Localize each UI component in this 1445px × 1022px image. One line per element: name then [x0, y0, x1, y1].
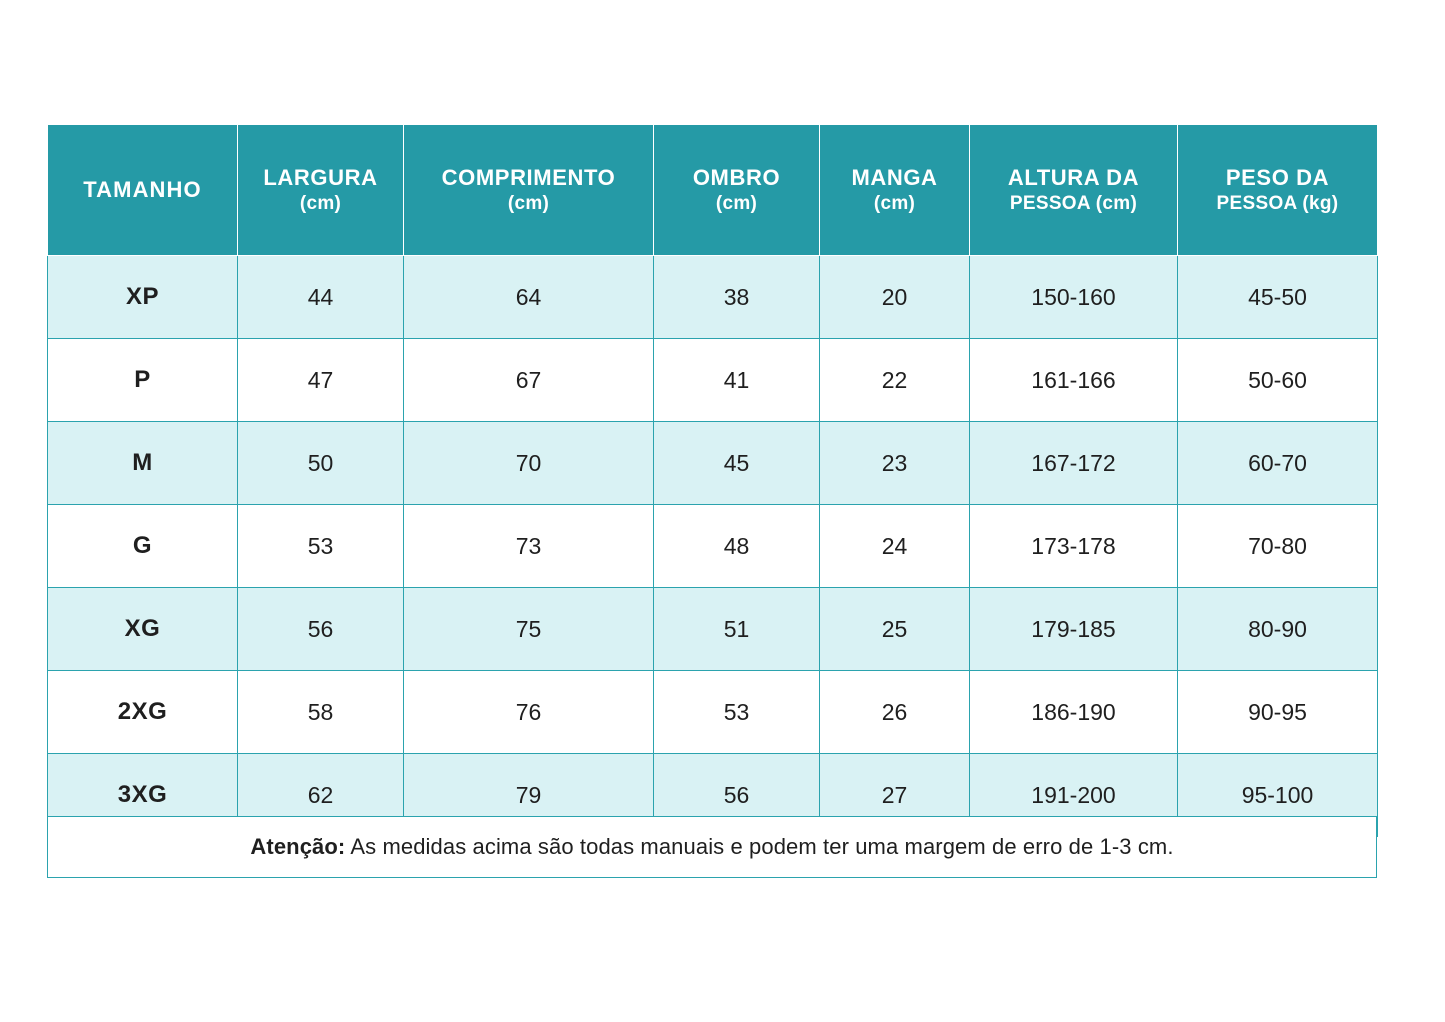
cell-comprimento: 70 [404, 422, 654, 505]
cell-manga: 20 [820, 256, 970, 339]
cell-comprimento: 67 [404, 339, 654, 422]
table-row [48, 339, 1378, 422]
cell-ombro: 56 [654, 754, 820, 837]
cell-altura: 191-200 [970, 754, 1178, 837]
cell-comprimento: 76 [404, 671, 654, 754]
column-header-tamanho-title: TAMANHO [83, 176, 202, 202]
column-header-peso-pessoa [1178, 125, 1378, 256]
cell-ombro: 48 [654, 505, 820, 588]
cell-ombro: 41 [654, 339, 820, 422]
table-row [48, 671, 1378, 754]
cell-largura: 44 [238, 256, 404, 339]
cell-ombro: 51 [654, 588, 820, 671]
cell-manga: 27 [820, 754, 970, 837]
cell-size: G [48, 505, 238, 588]
size-chart-table-container [47, 124, 1377, 837]
table-row [48, 505, 1378, 588]
note-label: Atenção: [250, 834, 346, 859]
cell-peso: 80-90 [1178, 588, 1378, 671]
column-header-altura-pessoa-unit: PESSOA (cm) [1009, 192, 1138, 214]
cell-altura: 173-178 [970, 505, 1178, 588]
cell-size: P [48, 339, 238, 422]
cell-altura: 161-166 [970, 339, 1178, 422]
cell-altura: 150-160 [970, 256, 1178, 339]
cell-altura: 167-172 [970, 422, 1178, 505]
cell-ombro: 38 [654, 256, 820, 339]
column-header-ombro [654, 125, 820, 256]
cell-peso: 60-70 [1178, 422, 1378, 505]
column-header-altura-pessoa-title: ALTURA DA [1007, 164, 1140, 190]
note-body: As medidas acima são todas manuais e podem ter uma margem de erro de 1-3 cm. [345, 834, 1174, 859]
cell-peso: 50-60 [1178, 339, 1378, 422]
column-header-comprimento [404, 125, 654, 256]
column-header-largura-title: LARGURA [263, 164, 378, 190]
cell-largura: 58 [238, 671, 404, 754]
cell-size: XP [48, 256, 238, 339]
column-header-peso-pessoa-unit: PESSOA (kg) [1216, 192, 1339, 214]
cell-largura: 62 [238, 754, 404, 837]
cell-size: 2XG [48, 671, 238, 754]
table-body [48, 256, 1378, 837]
cell-largura: 53 [238, 505, 404, 588]
table-row [48, 256, 1378, 339]
table-header-row [48, 125, 1378, 256]
cell-size: 3XG [48, 754, 238, 837]
column-header-peso-pessoa-title: PESO DA [1225, 164, 1330, 190]
cell-comprimento: 79 [404, 754, 654, 837]
cell-peso: 45-50 [1178, 256, 1378, 339]
cell-peso: 95-100 [1178, 754, 1378, 837]
cell-peso: 90-95 [1178, 671, 1378, 754]
column-header-ombro-title: OMBRO [692, 164, 781, 190]
table-row [48, 422, 1378, 505]
size-chart-table [47, 124, 1378, 837]
table-header [48, 125, 1378, 256]
cell-altura: 179-185 [970, 588, 1178, 671]
cell-manga: 25 [820, 588, 970, 671]
column-header-altura-pessoa [970, 125, 1178, 256]
cell-largura: 50 [238, 422, 404, 505]
note-box [47, 816, 1377, 878]
cell-largura: 56 [238, 588, 404, 671]
cell-manga: 22 [820, 339, 970, 422]
column-header-manga-title: MANGA [851, 164, 938, 190]
cell-altura: 186-190 [970, 671, 1178, 754]
cell-ombro: 45 [654, 422, 820, 505]
column-header-comprimento-title: COMPRIMENTO [441, 164, 616, 190]
cell-manga: 23 [820, 422, 970, 505]
column-header-ombro-unit: (cm) [715, 192, 758, 214]
cell-ombro: 53 [654, 671, 820, 754]
note-text [250, 834, 1173, 860]
cell-size: M [48, 422, 238, 505]
cell-manga: 24 [820, 505, 970, 588]
cell-comprimento: 64 [404, 256, 654, 339]
table-row [48, 588, 1378, 671]
column-header-largura-unit: (cm) [299, 192, 342, 214]
cell-size: XG [48, 588, 238, 671]
column-header-manga-unit: (cm) [873, 192, 916, 214]
column-header-largura [238, 125, 404, 256]
cell-manga: 26 [820, 671, 970, 754]
cell-largura: 47 [238, 339, 404, 422]
column-header-comprimento-unit: (cm) [507, 192, 550, 214]
column-header-manga [820, 125, 970, 256]
cell-comprimento: 73 [404, 505, 654, 588]
column-header-tamanho [48, 125, 238, 256]
cell-peso: 70-80 [1178, 505, 1378, 588]
cell-comprimento: 75 [404, 588, 654, 671]
